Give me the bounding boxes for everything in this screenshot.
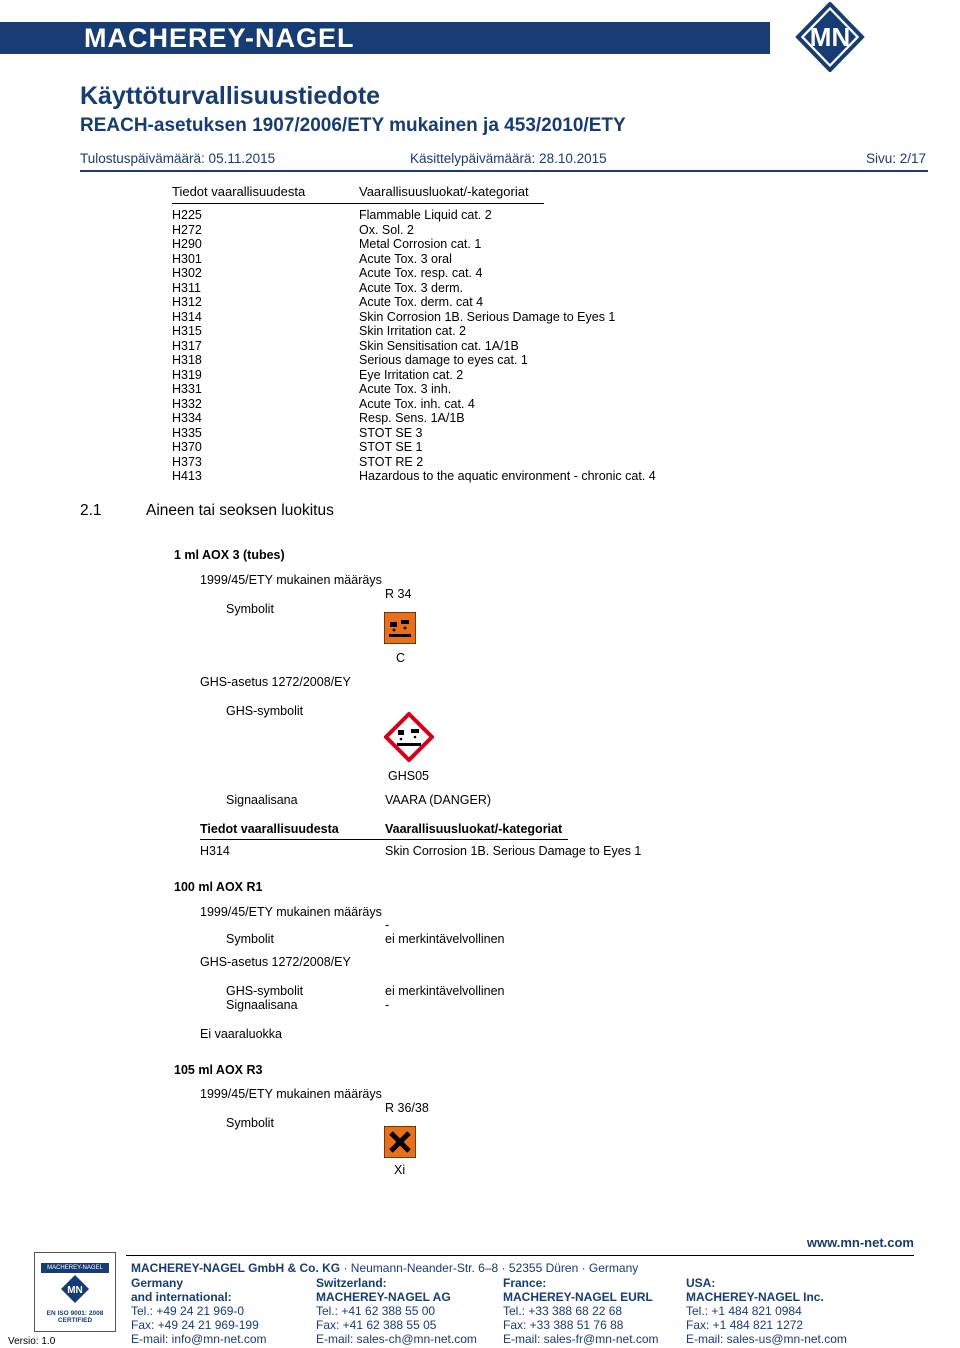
iso-certificate-badge xyxy=(34,1252,116,1332)
product2-signal-value: - xyxy=(385,998,390,1012)
product2-ghs-symbols-value: ei merkintävelvollinen xyxy=(385,984,505,998)
svg-text:MN: MN xyxy=(67,1285,83,1296)
col1-heading2: and international: xyxy=(131,1290,232,1304)
product1-table-rule xyxy=(200,839,568,840)
hazard-code: H373 xyxy=(172,454,202,469)
product3-symbols-label: Symbolit xyxy=(226,1116,274,1130)
hazard-code: H370 xyxy=(172,440,202,454)
product1-directive: 1999/45/ETY mukainen määräys xyxy=(200,573,382,587)
hazard-code: H332 xyxy=(172,396,202,411)
company-address: · Neumann-Neander-Str. 6–8 · 52355 Düren · Germany xyxy=(340,1261,639,1275)
product1-h-class: Skin Corrosion 1B. Serious Damage to Eyes 1 xyxy=(385,844,642,858)
col3-heading1: France: xyxy=(503,1276,547,1290)
hazard-class: Skin Irritation cat. 2 xyxy=(359,324,466,338)
col2-tel: Tel.: +41 62 388 55 00 xyxy=(316,1304,436,1318)
hazard-class: Flammable Liquid cat. 2 xyxy=(359,208,492,222)
hazard-class: Ox. Sol. 2 xyxy=(359,222,414,237)
col4-heading1: USA: xyxy=(686,1276,716,1290)
cert-logo-text: MACHEREY-NAGEL xyxy=(41,1263,109,1273)
col3-heading2: MACHEREY-NAGEL EURL xyxy=(503,1290,653,1304)
hazard-class: Eye Irritation cat. 2 xyxy=(359,367,464,382)
hazard-code: H290 xyxy=(172,237,202,251)
col4-tel: Tel.: +1 484 821 0984 xyxy=(686,1304,802,1318)
hazard-class: Skin Corrosion 1B. Serious Damage to Eyes 1 xyxy=(359,309,616,324)
hazard-code: H225 xyxy=(172,208,202,222)
col1-heading1: Germany xyxy=(131,1276,184,1290)
hazard-code: H331 xyxy=(172,382,202,396)
hazard-class: Serious damage to eyes cat. 1 xyxy=(359,353,528,367)
product2-signal-label: Signaalisana xyxy=(226,998,298,1012)
product1-h-code: H314 xyxy=(200,844,230,858)
hazard-class: Skin Sensitisation cat. 1A/1B xyxy=(359,338,519,353)
col3-email[interactable]: E-mail: sales-fr@mn-net.com xyxy=(503,1332,659,1346)
company-name: MACHEREY-NAGEL GmbH & Co. KG xyxy=(131,1261,341,1275)
product1-r-phrase: R 34 xyxy=(385,587,412,601)
hazard-code: H335 xyxy=(172,425,202,440)
product1-signal-label: Signaalisana xyxy=(226,793,298,807)
hazard-class: Metal Corrosion cat. 1 xyxy=(359,237,482,251)
col3-tel: Tel.: +33 388 68 22 68 xyxy=(503,1304,623,1318)
website-link[interactable]: www.mn-net.com xyxy=(806,1235,914,1250)
col4-fax: Fax: +1 484 821 1272 xyxy=(686,1318,804,1332)
product1-ghs-symbols-label: GHS-symbolit xyxy=(226,704,304,718)
hazard-class: Acute Tox. 3 derm. xyxy=(359,280,463,295)
document-title: Käyttöturvallisuustiedote xyxy=(80,82,381,110)
irritant-xi-icon xyxy=(384,1126,416,1158)
product1-table-header-info: Tiedot vaarallisuudesta xyxy=(200,822,339,836)
hazard-code: H315 xyxy=(172,324,202,338)
hazard-code: H311 xyxy=(172,280,201,295)
hazard-class: Acute Tox. inh. cat. 4 xyxy=(359,396,475,411)
col1-fax: Fax: +49 24 21 969-199 xyxy=(131,1318,259,1332)
section-title: Aineen tai seoksen luokitus xyxy=(146,502,334,519)
brand-name: MACHEREY-NAGEL xyxy=(84,23,355,53)
table-header-classes: Vaarallisuusluokat/-kategoriat xyxy=(359,184,529,199)
product1-signal-word: VAARA (DANGER) xyxy=(385,793,492,807)
hazard-class: Hazardous to the aquatic environment - chronic cat. 4 xyxy=(359,469,656,483)
mn-logo xyxy=(772,2,888,72)
product2-ghs-symbols-label: GHS-symbolit xyxy=(226,984,304,998)
print-date: Tulostuspäivämäärä: 05.11.2015 xyxy=(80,151,276,166)
company-line xyxy=(131,1261,638,1275)
product3-symbol-code: Xi xyxy=(394,1163,406,1177)
hazard-code: H302 xyxy=(172,266,202,280)
hazard-code: H318 xyxy=(172,353,202,367)
hazard-class: STOT SE 3 xyxy=(359,425,423,440)
col2-heading2: MACHEREY-NAGEL AG xyxy=(316,1290,451,1304)
hazard-code: H301 xyxy=(172,251,202,266)
table-header-rule xyxy=(172,203,544,204)
col2-fax: Fax: +41 62 388 55 05 xyxy=(316,1318,437,1332)
col2-heading1: Switzerland: xyxy=(316,1276,387,1290)
hazard-code: H317 xyxy=(172,338,202,353)
logo-text: MN xyxy=(809,22,851,52)
cert-certified-text: CERTIFIED xyxy=(57,1317,93,1324)
product3-r-phrase: R 36/38 xyxy=(385,1101,429,1115)
product2-ghs-regulation: GHS-asetus 1272/2008/EY xyxy=(200,955,351,969)
hazard-class: STOT RE 2 xyxy=(359,454,424,469)
product2-symbols-value: ei merkintävelvollinen xyxy=(385,932,505,946)
product3-name: 105 ml AOX R3 xyxy=(174,1063,263,1077)
product2-dash: - xyxy=(385,918,390,932)
col4-email[interactable]: E-mail: sales-us@mn-net.com xyxy=(686,1332,847,1346)
product2-note: Ei vaaraluokka xyxy=(200,1027,282,1041)
ghs05-corrosion-icon xyxy=(384,712,434,762)
col4-heading2: MACHEREY-NAGEL Inc. xyxy=(686,1290,824,1304)
col3-fax: Fax: +33 388 51 76 88 xyxy=(503,1318,624,1332)
hazard-code: H334 xyxy=(172,411,202,425)
hazard-code: H413 xyxy=(172,469,202,483)
cert-iso-text: EN ISO 9001: 2008 xyxy=(46,1310,104,1317)
table-header-info: Tiedot vaarallisuudesta xyxy=(172,184,306,199)
cert-mn-icon xyxy=(35,1273,115,1305)
footer-rule xyxy=(126,1255,914,1256)
hazard-class: Acute Tox. 3 inh. xyxy=(359,382,452,396)
header-rule xyxy=(80,170,928,172)
product1-table-header-classes: Vaarallisuusluokat/-kategoriat xyxy=(385,822,563,836)
hazard-code: H272 xyxy=(172,222,202,237)
processing-date: Käsittelypäivämäärä: 28.10.2015 xyxy=(410,151,607,166)
page-number: Sivu: 2/17 xyxy=(865,151,926,166)
product1-ghs-regulation: GHS-asetus 1272/2008/EY xyxy=(200,675,351,689)
product1-symbol-code: C xyxy=(396,651,406,665)
document-subtitle: REACH-asetuksen 1907/2006/ETY mukainen ja 453/2010/ETY xyxy=(80,115,626,136)
hazard-class: STOT SE 1 xyxy=(359,440,423,454)
section-number: 2.1 xyxy=(80,502,102,519)
hazard-code: H314 xyxy=(172,309,202,324)
col1-tel: Tel.: +49 24 21 969-0 xyxy=(131,1304,245,1318)
version-label: Versio: 1.0 xyxy=(8,1336,56,1347)
corrosive-c-icon xyxy=(384,612,416,644)
hazard-class: Acute Tox. resp. cat. 4 xyxy=(359,266,483,280)
product1-name: 1 ml AOX 3 (tubes) xyxy=(174,548,285,562)
product1-symbols-label: Symbolit xyxy=(226,602,274,616)
product2-symbols-label: Symbolit xyxy=(226,932,274,946)
product2-directive: 1999/45/ETY mukainen määräys xyxy=(200,905,382,919)
hazard-class: Resp. Sens. 1A/1B xyxy=(359,411,465,425)
hazard-code: H312 xyxy=(172,295,202,309)
product2-name: 100 ml AOX R1 xyxy=(174,880,263,894)
col2-email[interactable]: E-mail: sales-ch@mn-net.com xyxy=(316,1332,477,1346)
hazard-class: Acute Tox. 3 oral xyxy=(359,251,452,266)
col1-email[interactable]: E-mail: info@mn-net.com xyxy=(131,1332,267,1346)
product1-ghs-code: GHS05 xyxy=(388,769,429,783)
hazard-code: H319 xyxy=(172,367,202,382)
hazard-class: Acute Tox. derm. cat 4 xyxy=(359,295,484,309)
product3-directive: 1999/45/ETY mukainen määräys xyxy=(200,1087,382,1101)
